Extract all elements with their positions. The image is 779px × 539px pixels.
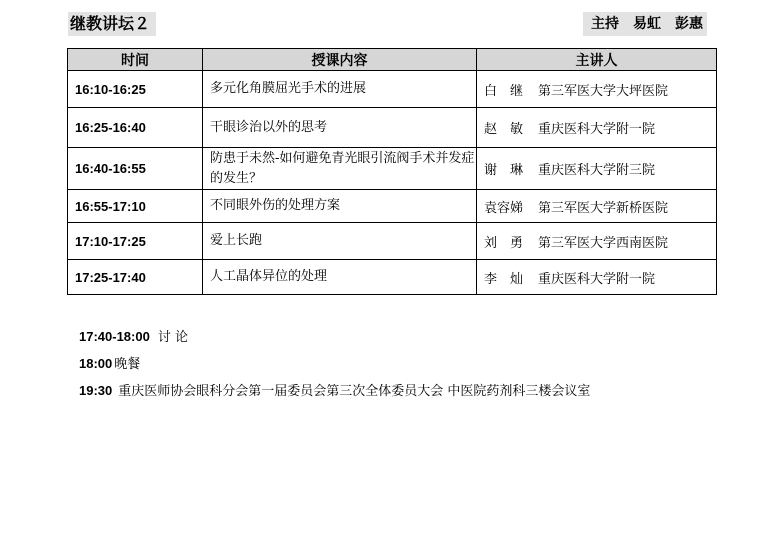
agenda-text: 重庆医师协会眼科分会第一届委员会第三次全体委员大会 中医院药剂科三楼会议室 <box>118 384 591 399</box>
speaker-name: 袁容娣 <box>484 200 524 216</box>
agenda-time: 17:40-18:00 <box>79 329 150 344</box>
row-topic: 防患于未然-如何避免青光眼引流阀手术并发症的发生？ <box>203 148 477 190</box>
column-header-time: 时间 <box>68 49 203 71</box>
row-topic: 不同眼外伤的处理方案 <box>203 190 477 223</box>
table-row <box>68 223 717 260</box>
schedule-table <box>67 48 717 295</box>
row-time: 16:10-16:25 <box>68 71 203 108</box>
row-speaker-cell <box>477 148 717 190</box>
row-topic: 干眼诊治以外的思考 <box>203 108 477 148</box>
column-header-speaker: 主讲人 <box>477 49 717 71</box>
session-chairs: 主持 易虹 彭惠 <box>583 12 707 36</box>
speaker-name: 白 继 <box>484 83 524 99</box>
row-time: 16:25-16:40 <box>68 108 203 148</box>
speaker-affiliation: 重庆医科大学附一院 <box>538 122 656 137</box>
meeting-item <box>79 380 590 399</box>
table-row <box>68 148 717 190</box>
speaker-name: 谢 琳 <box>484 163 524 178</box>
row-topic: 人工晶体异位的处理 <box>203 260 477 295</box>
row-time: 16:55-17:10 <box>68 190 203 223</box>
speaker-affiliation: 重庆医科大学附三院 <box>538 163 656 178</box>
row-time: 16:40-16:55 <box>68 148 203 190</box>
speaker-name: 赵 敏 <box>484 122 524 137</box>
row-time: 17:25-17:40 <box>68 260 203 295</box>
table-header-row <box>68 49 717 71</box>
speaker-affiliation: 第三军医大学西南医院 <box>538 235 669 251</box>
speaker-affiliation: 重庆医科大学附一院 <box>538 271 656 287</box>
speaker-affiliation: 第三军医大学新桥医院 <box>538 200 669 216</box>
row-speaker-cell <box>477 223 717 260</box>
dinner-item <box>79 353 140 372</box>
session-title: 继教讲坛２ <box>68 12 156 36</box>
table-row <box>68 260 717 295</box>
discussion-item <box>79 326 188 345</box>
speaker-name: 李 灿 <box>484 271 524 287</box>
agenda-time: 19:30 <box>79 383 113 398</box>
row-speaker-cell <box>477 260 717 295</box>
speaker-name: 刘 勇 <box>484 235 524 251</box>
row-speaker-cell <box>477 108 717 148</box>
table-row <box>68 190 717 223</box>
row-speaker-cell <box>477 190 717 223</box>
speaker-affiliation: 第三军医大学大坪医院 <box>538 83 669 99</box>
table-row <box>68 71 717 108</box>
agenda-text: 晚餐 <box>114 357 141 372</box>
row-speaker-cell <box>477 71 717 108</box>
table-row <box>68 108 717 148</box>
row-topic: 爱上长跑 <box>203 223 477 260</box>
column-header-topic: 授课内容 <box>203 49 477 71</box>
row-time: 17:10-17:25 <box>68 223 203 260</box>
row-topic: 多元化角膜屈光手术的进展 <box>203 71 477 108</box>
agenda-text: 讨 论 <box>157 330 188 345</box>
agenda-time: 18:00 <box>79 356 113 371</box>
